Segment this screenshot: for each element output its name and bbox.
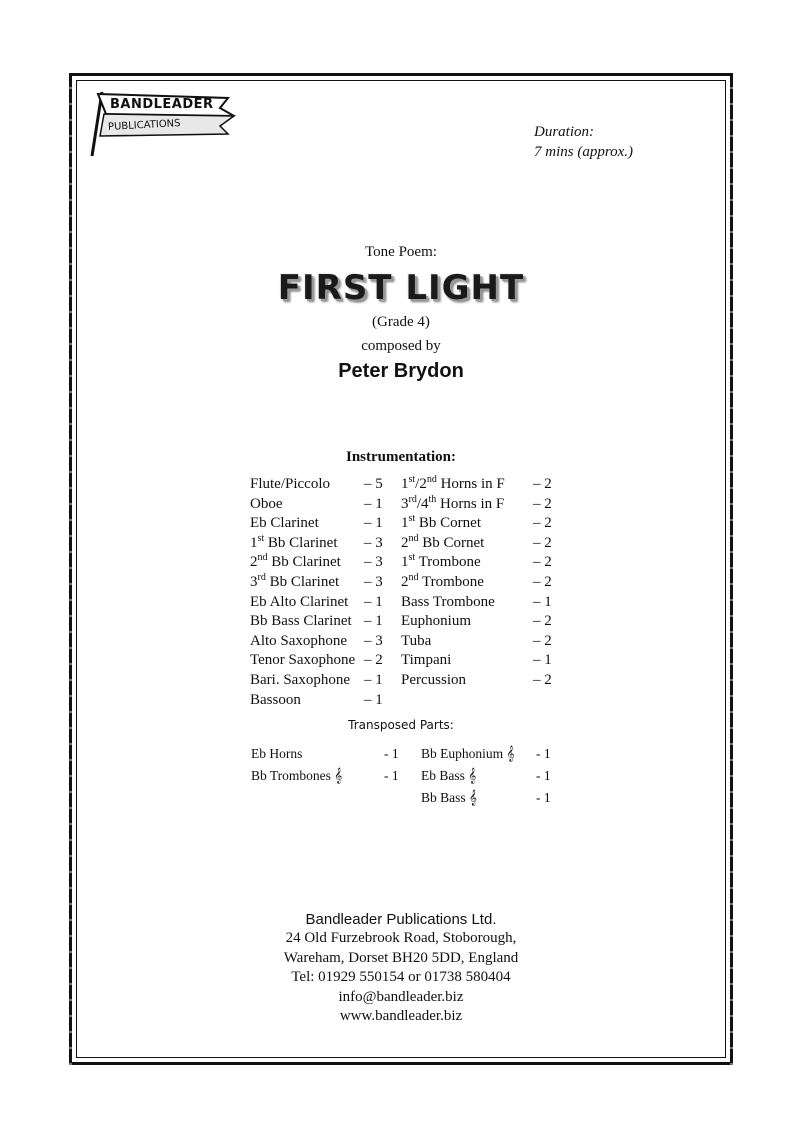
- part-count: – 1: [533, 593, 552, 610]
- part-count: – 2: [533, 554, 552, 571]
- composer-name: Peter Brydon: [338, 360, 464, 382]
- page-border-left: [69, 73, 72, 1065]
- logo-text-top: BANDLEADER: [110, 97, 214, 112]
- instrument-row: [250, 475, 390, 495]
- part-name: Eb Horns: [251, 746, 303, 761]
- part-count: – 2: [533, 613, 552, 630]
- part-count: – 1: [364, 613, 383, 630]
- part-name: 3rd Bb Clarinet: [250, 571, 340, 590]
- part-name: 2nd Bb Clarinet: [250, 552, 341, 571]
- part-count: – 1: [364, 495, 383, 512]
- composed-by-label: composed by: [361, 338, 441, 354]
- part-count: – 3: [364, 554, 383, 571]
- instrumentation-heading: Instrumentation:: [345, 449, 456, 465]
- instrument-row: [250, 514, 390, 534]
- instrument-row: [250, 495, 390, 515]
- part-name: Bb Bass Clarinet: [250, 613, 352, 630]
- instrumentation-list-right: [401, 475, 561, 691]
- instrument-row: [250, 573, 390, 593]
- part-name: 2nd Bb Cornet: [401, 532, 485, 551]
- instrument-row: [401, 514, 561, 534]
- email: info@bandleader.biz: [338, 988, 464, 1005]
- part-name: Bb Euphonium 𝄞: [421, 746, 515, 761]
- part-name: Bassoon: [250, 691, 301, 708]
- part-count: – 2: [533, 495, 552, 512]
- transposed-heading: Transposed Parts:: [348, 718, 454, 732]
- transposed-list-left: [251, 743, 411, 787]
- part-name: Euphonium: [401, 613, 471, 630]
- part-name: 2nd Trombone: [401, 571, 484, 590]
- website: www.bandleader.biz: [339, 1008, 463, 1025]
- part-count: – 5: [364, 476, 383, 492]
- part-count: – 1: [364, 515, 383, 532]
- part-name: 1st Bb Clarinet: [250, 532, 338, 551]
- part-count: – 3: [364, 632, 383, 649]
- part-count: – 2: [364, 652, 383, 669]
- part-name: Bass Trombone: [401, 593, 495, 610]
- part-name: Alto Saxophone: [250, 632, 348, 649]
- part-name: Oboe: [250, 495, 283, 512]
- transposed-row: [251, 765, 411, 787]
- part-count: - 1: [384, 768, 399, 783]
- transposed-row: [421, 787, 561, 809]
- part-name: Bb Bass 𝄞: [421, 790, 477, 805]
- instrument-row: [250, 612, 390, 632]
- part-count: – 1: [364, 671, 383, 688]
- part-count: – 1: [364, 593, 383, 610]
- publisher-name: Bandleader Publications Ltd.: [305, 911, 497, 928]
- part-count: – 1: [533, 652, 552, 669]
- instrument-row: [401, 534, 561, 554]
- transposed-list-right: [421, 743, 561, 809]
- page-border-right: [730, 73, 733, 1065]
- duration-label: Duration:: [534, 124, 594, 140]
- instrument-row: [401, 553, 561, 573]
- instrument-row: [401, 573, 561, 593]
- transposed-row: [421, 765, 561, 787]
- genre: Tone Poem:: [365, 244, 437, 260]
- part-count: – 3: [364, 573, 383, 590]
- grade: (Grade 4): [372, 314, 430, 330]
- instrument-row: [401, 651, 561, 671]
- part-count: – 2: [533, 534, 552, 551]
- part-count: – 2: [533, 632, 552, 649]
- instrument-row: [250, 593, 390, 613]
- part-name: Flute/Piccolo: [250, 476, 330, 492]
- address-line-2: Wareham, Dorset BH20 5DD, England: [283, 949, 519, 966]
- instrument-row: [401, 632, 561, 652]
- part-name: Bb Trombones 𝄞: [251, 768, 343, 783]
- instrument-row: [401, 495, 561, 515]
- duration: [534, 122, 633, 162]
- part-name: Bari. Saxophone: [250, 671, 350, 688]
- part-name: Eb Alto Clarinet: [250, 593, 349, 610]
- instrument-row: [250, 691, 390, 711]
- part-name: Timpani: [401, 652, 452, 669]
- instrument-row: [401, 593, 561, 613]
- part-count: – 2: [533, 573, 552, 590]
- instrument-row: [401, 612, 561, 632]
- part-name: Percussion: [401, 671, 466, 688]
- part-count: - 1: [536, 746, 551, 761]
- address-line-1: 24 Old Furzebrook Road, Stoborough,: [285, 930, 517, 947]
- publisher-logo: [88, 88, 238, 160]
- instrument-row: [401, 475, 561, 495]
- part-count: – 3: [364, 534, 383, 551]
- part-count: – 1: [364, 691, 383, 708]
- telephone: Tel: 01929 550154 or 01738 580404: [291, 969, 511, 986]
- instrument-row: [250, 671, 390, 691]
- part-name: 1st Trombone: [401, 552, 481, 571]
- transposed-row: [421, 743, 561, 765]
- duration-value: 7 mins (approx.): [534, 144, 634, 160]
- part-name: Eb Clarinet: [250, 515, 319, 532]
- part-name: 1st/2nd Horns in F: [401, 474, 505, 492]
- instrument-row: [250, 553, 390, 573]
- logo-text-bottom: PUBLICATIONS: [107, 118, 181, 133]
- transposed-row: [251, 743, 411, 765]
- publisher-address: [76, 910, 726, 1026]
- instrument-row: [250, 651, 390, 671]
- part-count: – 2: [533, 671, 552, 688]
- instrument-row: [250, 534, 390, 554]
- instrument-row: [250, 632, 390, 652]
- part-name: 3rd/4th Horns in F: [401, 493, 505, 512]
- instrument-row: [401, 671, 561, 691]
- part-name: Eb Bass 𝄞: [421, 768, 477, 783]
- part-name: Tenor Saxophone: [250, 652, 356, 669]
- part-name: 1st Bb Cornet: [401, 513, 482, 532]
- part-count: - 1: [536, 768, 551, 783]
- part-name: Tuba: [401, 632, 432, 649]
- piece-title: FIRST LIGHT: [277, 268, 525, 308]
- part-count: – 2: [533, 476, 552, 492]
- part-count: - 1: [384, 746, 399, 761]
- instrumentation-list-left: [250, 475, 390, 710]
- part-count: – 2: [533, 515, 552, 532]
- part-count: - 1: [536, 790, 551, 805]
